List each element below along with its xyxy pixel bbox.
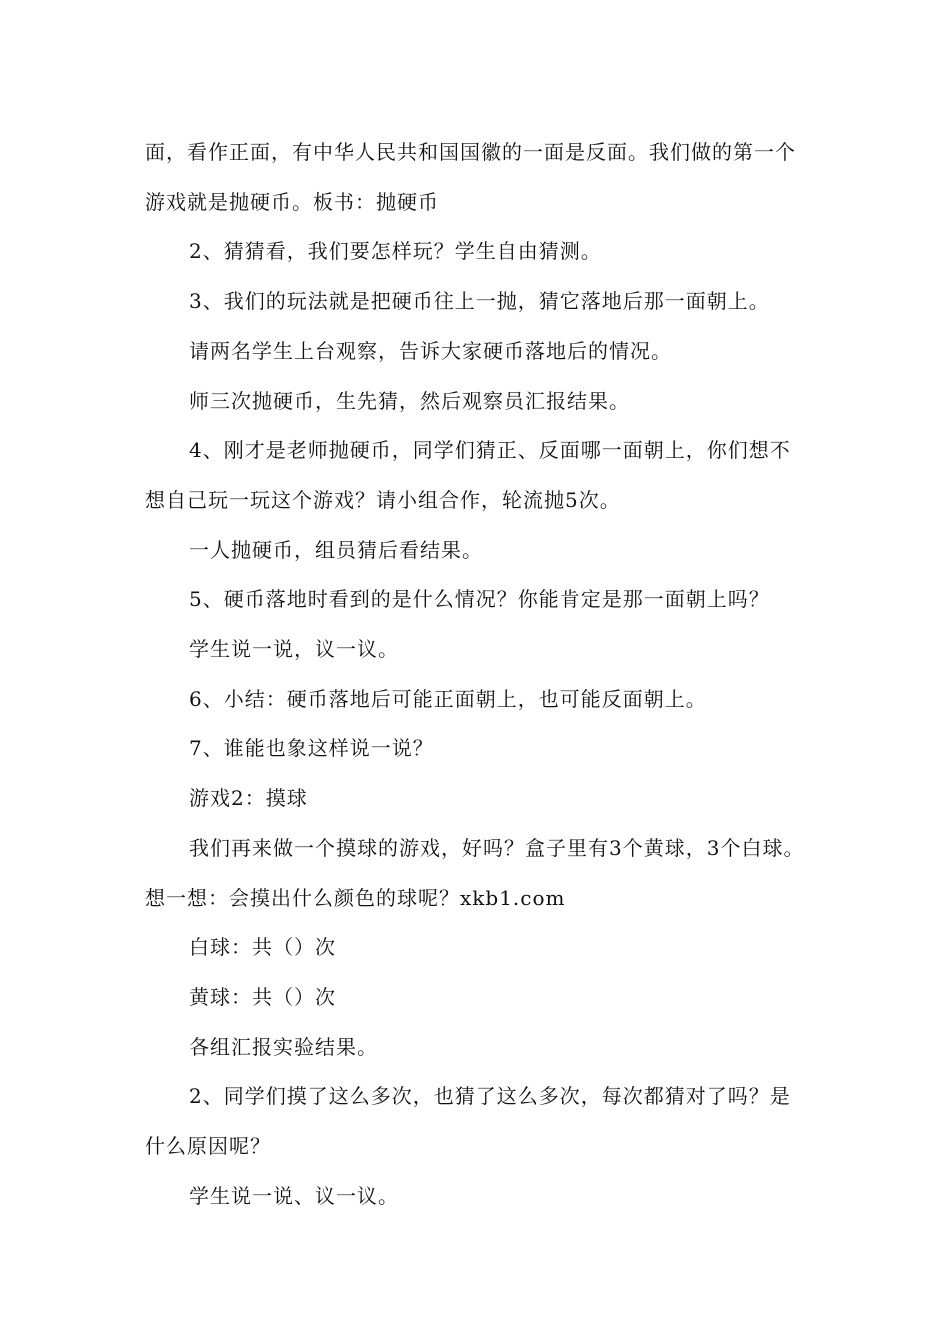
paragraph: 学生说一说，议一议。 [189,637,399,662]
paragraph: 我们再来做一个摸球的游戏，好吗？盒子里有3个黄球，3个白球。想一想：会摸出什么颜色的球呢？xkb1.com [145,835,805,910]
paragraph: 6、小结：硬币落地后可能正面朝上，也可能反面朝上。 [189,686,707,711]
paragraph: 面，看作正面，有中华人民共和国国徽的一面是反面。我们做的第一个游戏就是抛硬币。板书：抛硬币 [145,140,796,214]
paragraph: 各组汇报实验结果。 [189,1034,378,1059]
paragraph: 一人抛硬币，组员猜后看结果。 [189,537,483,562]
paragraph: 7、谁能也象这样说一说？ [189,736,434,761]
paragraph: 2、猜猜看，我们要怎样玩？学生自由猜测。 [189,239,602,264]
paragraph: 4、刚才是老师抛硬币，同学们猜正、反面哪一面朝上，你们想不想自己玩一玩这个游戏？请小组合作，轮流抛5次。 [145,438,791,512]
paragraph: 白球：共（）次 [189,935,336,960]
paragraph: 师三次抛硬币，生先猜，然后观察员汇报结果。 [189,388,630,413]
document-body [145,128,810,1221]
paragraph: 学生说一说、议一议。 [189,1183,399,1208]
paragraph: 5、硬币落地时看到的是什么情况？你能肯定是那一面朝上吗？ [189,587,770,612]
paragraph: 2、同学们摸了这么多次，也猜了这么多次，每次都猜对了吗？是什么原因呢？ [145,1084,791,1159]
section-heading: 游戏2：摸球 [189,786,308,811]
paragraph: 3、我们的玩法就是把硬币往上一抛，猜它落地后那一面朝上。 [189,289,770,314]
paragraph: 请两名学生上台观察，告诉大家硬币落地后的情况。 [189,338,672,363]
paragraph: 黄球：共（）次 [189,984,336,1009]
